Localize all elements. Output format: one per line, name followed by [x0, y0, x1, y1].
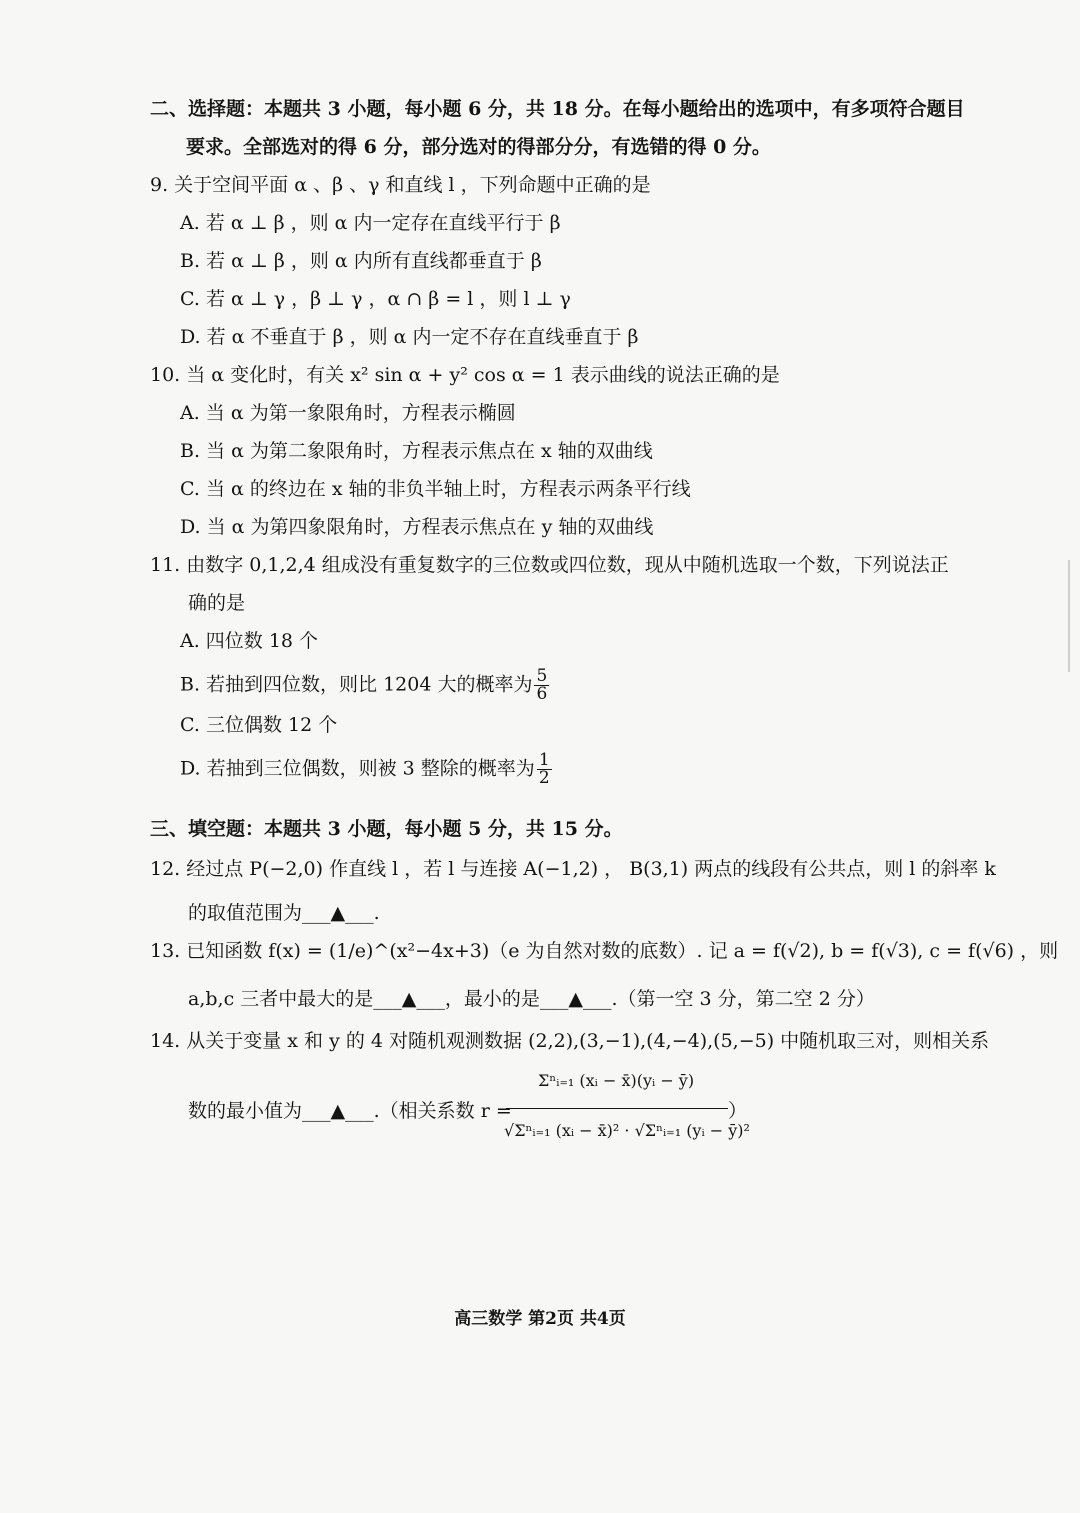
- fraction-numerator: 1: [538, 750, 550, 770]
- q11-stem: 11. 由数字 0,1,2,4 组成没有重复数字的三位数或四位数，现从中随机选取一个数，下列说法正: [150, 554, 949, 576]
- q11-option-c: C. 三位偶数 12 个: [180, 714, 338, 736]
- section-header-multi-choice-cont: 要求。全部选对的得 6 分，部分选对的得部分分，有选错的得 0 分。: [186, 136, 771, 158]
- q10-stem: 10. 当 α 变化时，有关 x² sin α + y² cos α = 1 表示曲线的说法正确的是: [150, 364, 780, 386]
- formula-denominator: √Σⁿᵢ₌₁ (xᵢ − x̄)² · √Σⁿᵢ₌₁ (yᵢ − ȳ)²: [504, 1121, 750, 1140]
- q14-line2: 数的最小值为___▲___.（相关系数 r =: [188, 1100, 512, 1122]
- section-header-fill-blank: 三、填空题：本题共 3 小题，每小题 5 分，共 15 分。: [150, 818, 623, 840]
- q12-line1: 12. 经过点 P(−2,0) 作直线 l ，若 l 与连接 A(−1,2) ， B(3,1) 两点的线段有公共点，则 l 的斜率 k: [150, 858, 996, 880]
- q11-option-a: A. 四位数 18 个: [180, 630, 319, 652]
- fraction-bar: [506, 1108, 728, 1109]
- formula-numerator: Σⁿᵢ₌₁ (xᵢ − x̄)(yᵢ − ȳ): [538, 1071, 695, 1090]
- q13-line1: 13. 已知函数 f(x) = (1/e)^(x²−4x+3)（e 为自然对数的底数）. 记 a = f(√2), b = f(√3), c = f(√6) ，则: [150, 940, 1059, 962]
- section-header-multi-choice: 二、选择题：本题共 3 小题，每小题 6 分，共 18 分。在每小题给出的选项中，有多项符合题目: [150, 98, 965, 120]
- q10-option-c: C. 当 α 的终边在 x 轴的非负半轴上时，方程表示两条平行线: [180, 478, 691, 500]
- fraction: [537, 752, 552, 787]
- q13-line2: a,b,c 三者中最大的是___▲___，最小的是___▲___.（第一空 3 分，第二空 2 分）: [188, 988, 875, 1010]
- q10-option-b: B. 当 α 为第二象限角时，方程表示焦点在 x 轴的双曲线: [180, 440, 653, 462]
- q9-option-a: A. 若 α ⊥ β ，则 α 内一定存在直线平行于 β: [180, 212, 561, 234]
- fraction-denominator: 2: [538, 768, 550, 788]
- q11-option-b: [180, 668, 549, 703]
- q11-option-b-text: B. 若抽到四位数，则比 1204 大的概率为: [180, 673, 533, 696]
- q14-line1: 14. 从关于变量 x 和 y 的 4 对随机观测数据 (2,2),(3,−1),(4,−4),(5,−5) 中随机取三对，则相关系: [150, 1030, 990, 1052]
- q10-option-a: A. 当 α 为第一象限角时，方程表示椭圆: [180, 402, 516, 424]
- fraction-numerator: 5: [536, 666, 548, 686]
- q9-stem: 9. 关于空间平面 α 、β 、γ 和直线 l ，下列命题中正确的是: [150, 174, 651, 196]
- q9-option-c: C. 若 α ⊥ γ ，β ⊥ γ ，α ∩ β = l ，则 l ⊥ γ: [180, 288, 571, 310]
- page-footer: 高三数学 第2页 共4页: [454, 1309, 626, 1329]
- fraction: [534, 668, 549, 703]
- q10-option-d: D. 当 α 为第四象限角时，方程表示焦点在 y 轴的双曲线: [180, 516, 654, 538]
- q9-option-d: D. 若 α 不垂直于 β ，则 α 内一定不存在直线垂直于 β: [180, 326, 639, 348]
- q11-stem-cont: 确的是: [188, 592, 246, 614]
- fraction-denominator: 6: [536, 684, 548, 704]
- correlation-formula: [498, 1064, 750, 1174]
- q11-option-d-text: D. 若抽到三位偶数，则被 3 整除的概率为: [180, 757, 535, 780]
- q12-line2: 的取值范围为___▲___.: [188, 902, 380, 924]
- q14-closing-paren: ）: [728, 1100, 748, 1122]
- q9-option-b: B. 若 α ⊥ β ，则 α 内所有直线都垂直于 β: [180, 250, 542, 272]
- q11-option-d: [180, 752, 552, 787]
- page-edge-shadow: [1068, 560, 1070, 672]
